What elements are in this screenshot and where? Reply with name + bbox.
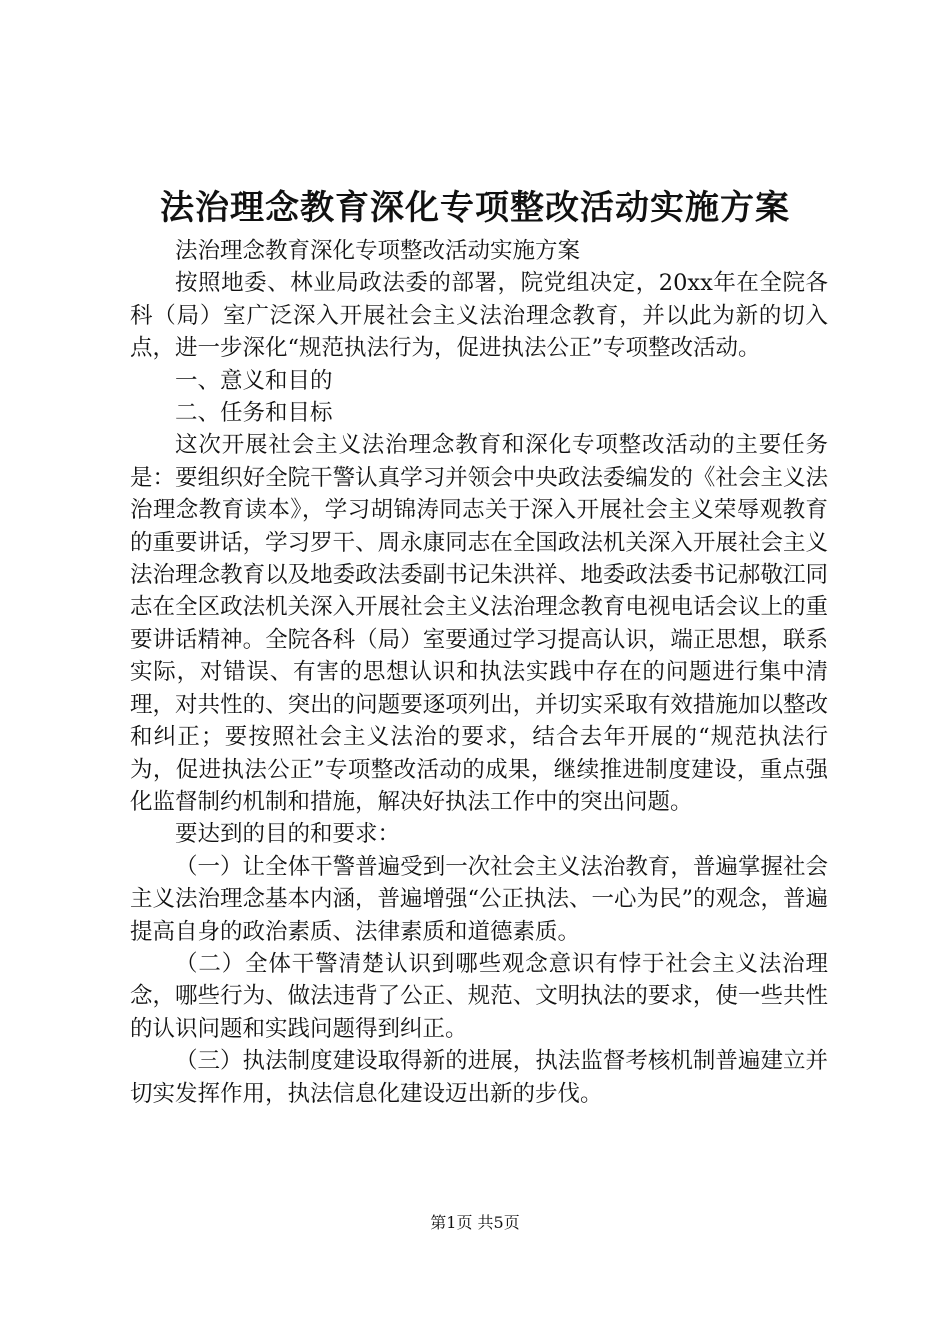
requirement-item-1: （一）让全体干警普遍受到一次社会主义法治教育，普遍掌握社会主义法治理念基本内涵，普遍增强“公正执法、一心为民”的观念，普遍提高自身的政治素质、法律素质和道德素质。 xyxy=(130,853,829,945)
page-footer: 第1页 共5页 xyxy=(430,1213,520,1232)
requirement-item-3: （三）执法制度建设取得新的进展，执法监督考核机制普遍建立并切实发挥作用，执法信息化建设迈出新的步伐。 xyxy=(130,1048,828,1107)
intro-paragraph: 按照地委、林业局政法委的部署，院党组决定，20xx年在全院各科（局）室广泛深入开展社会主义法治理念教育，并以此为新的切入点，进一步深化“规范执法行为，促进执法公正”专项整改活动。 xyxy=(130,270,828,362)
subtitle-paragraph: 法治理念教育深化专项整改活动实施方案 xyxy=(175,238,581,264)
section-heading-tasks: 二、任务和目标 xyxy=(175,400,333,427)
document-body xyxy=(130,235,828,1110)
section-heading-purpose: 一、意义和目的 xyxy=(175,367,333,394)
requirement-item-2: （二）全体干警清楚认识到哪些观念意识有悖于社会主义法治理念，哪些行为、做法违背了公正、规范、文明执法的要求，使一些共性的认识问题和实践问题得到纠正。 xyxy=(130,950,828,1042)
document-title: 法治理念教育深化专项整改活动实施方案 xyxy=(160,188,790,228)
requirements-heading: 要达到的目的和要求： xyxy=(175,821,401,848)
tasks-paragraph: 这次开展社会主义法治理念教育和深化专项整改活动的主要任务是：要组织好全院干警认真学习并领会中央政法委编发的《社会主义法治理念教育读本》，学习胡锦涛同志关于深入开展社会主义荣辱观教育的重要讲话，学习罗干、周永康同志在全国政法机关深入开展社会主义法治理念教育以及地委政法委副书记朱洪祥、地委政法委书记郝敬江同志在全区政法机关深入开展社会主义法治理念教育电视电话会议上的重要讲话精神。全院各科（局）室要通过学习提高认识，端正思想，联系实际，对错误、有害的思想认识和执法实践中存在的问题进行集中清理，对共性的、突出的问题要逐项列出，并切实采取有效措施加以整改和纠正；要按照社会主义法治的要求，结合去年开展的“规范执法行为，促进执法公正”专项整改活动的成果，继续推进制度建设，重点强化监督制约机制和措施，解决好执法工作中的突出问题。 xyxy=(130,432,828,815)
